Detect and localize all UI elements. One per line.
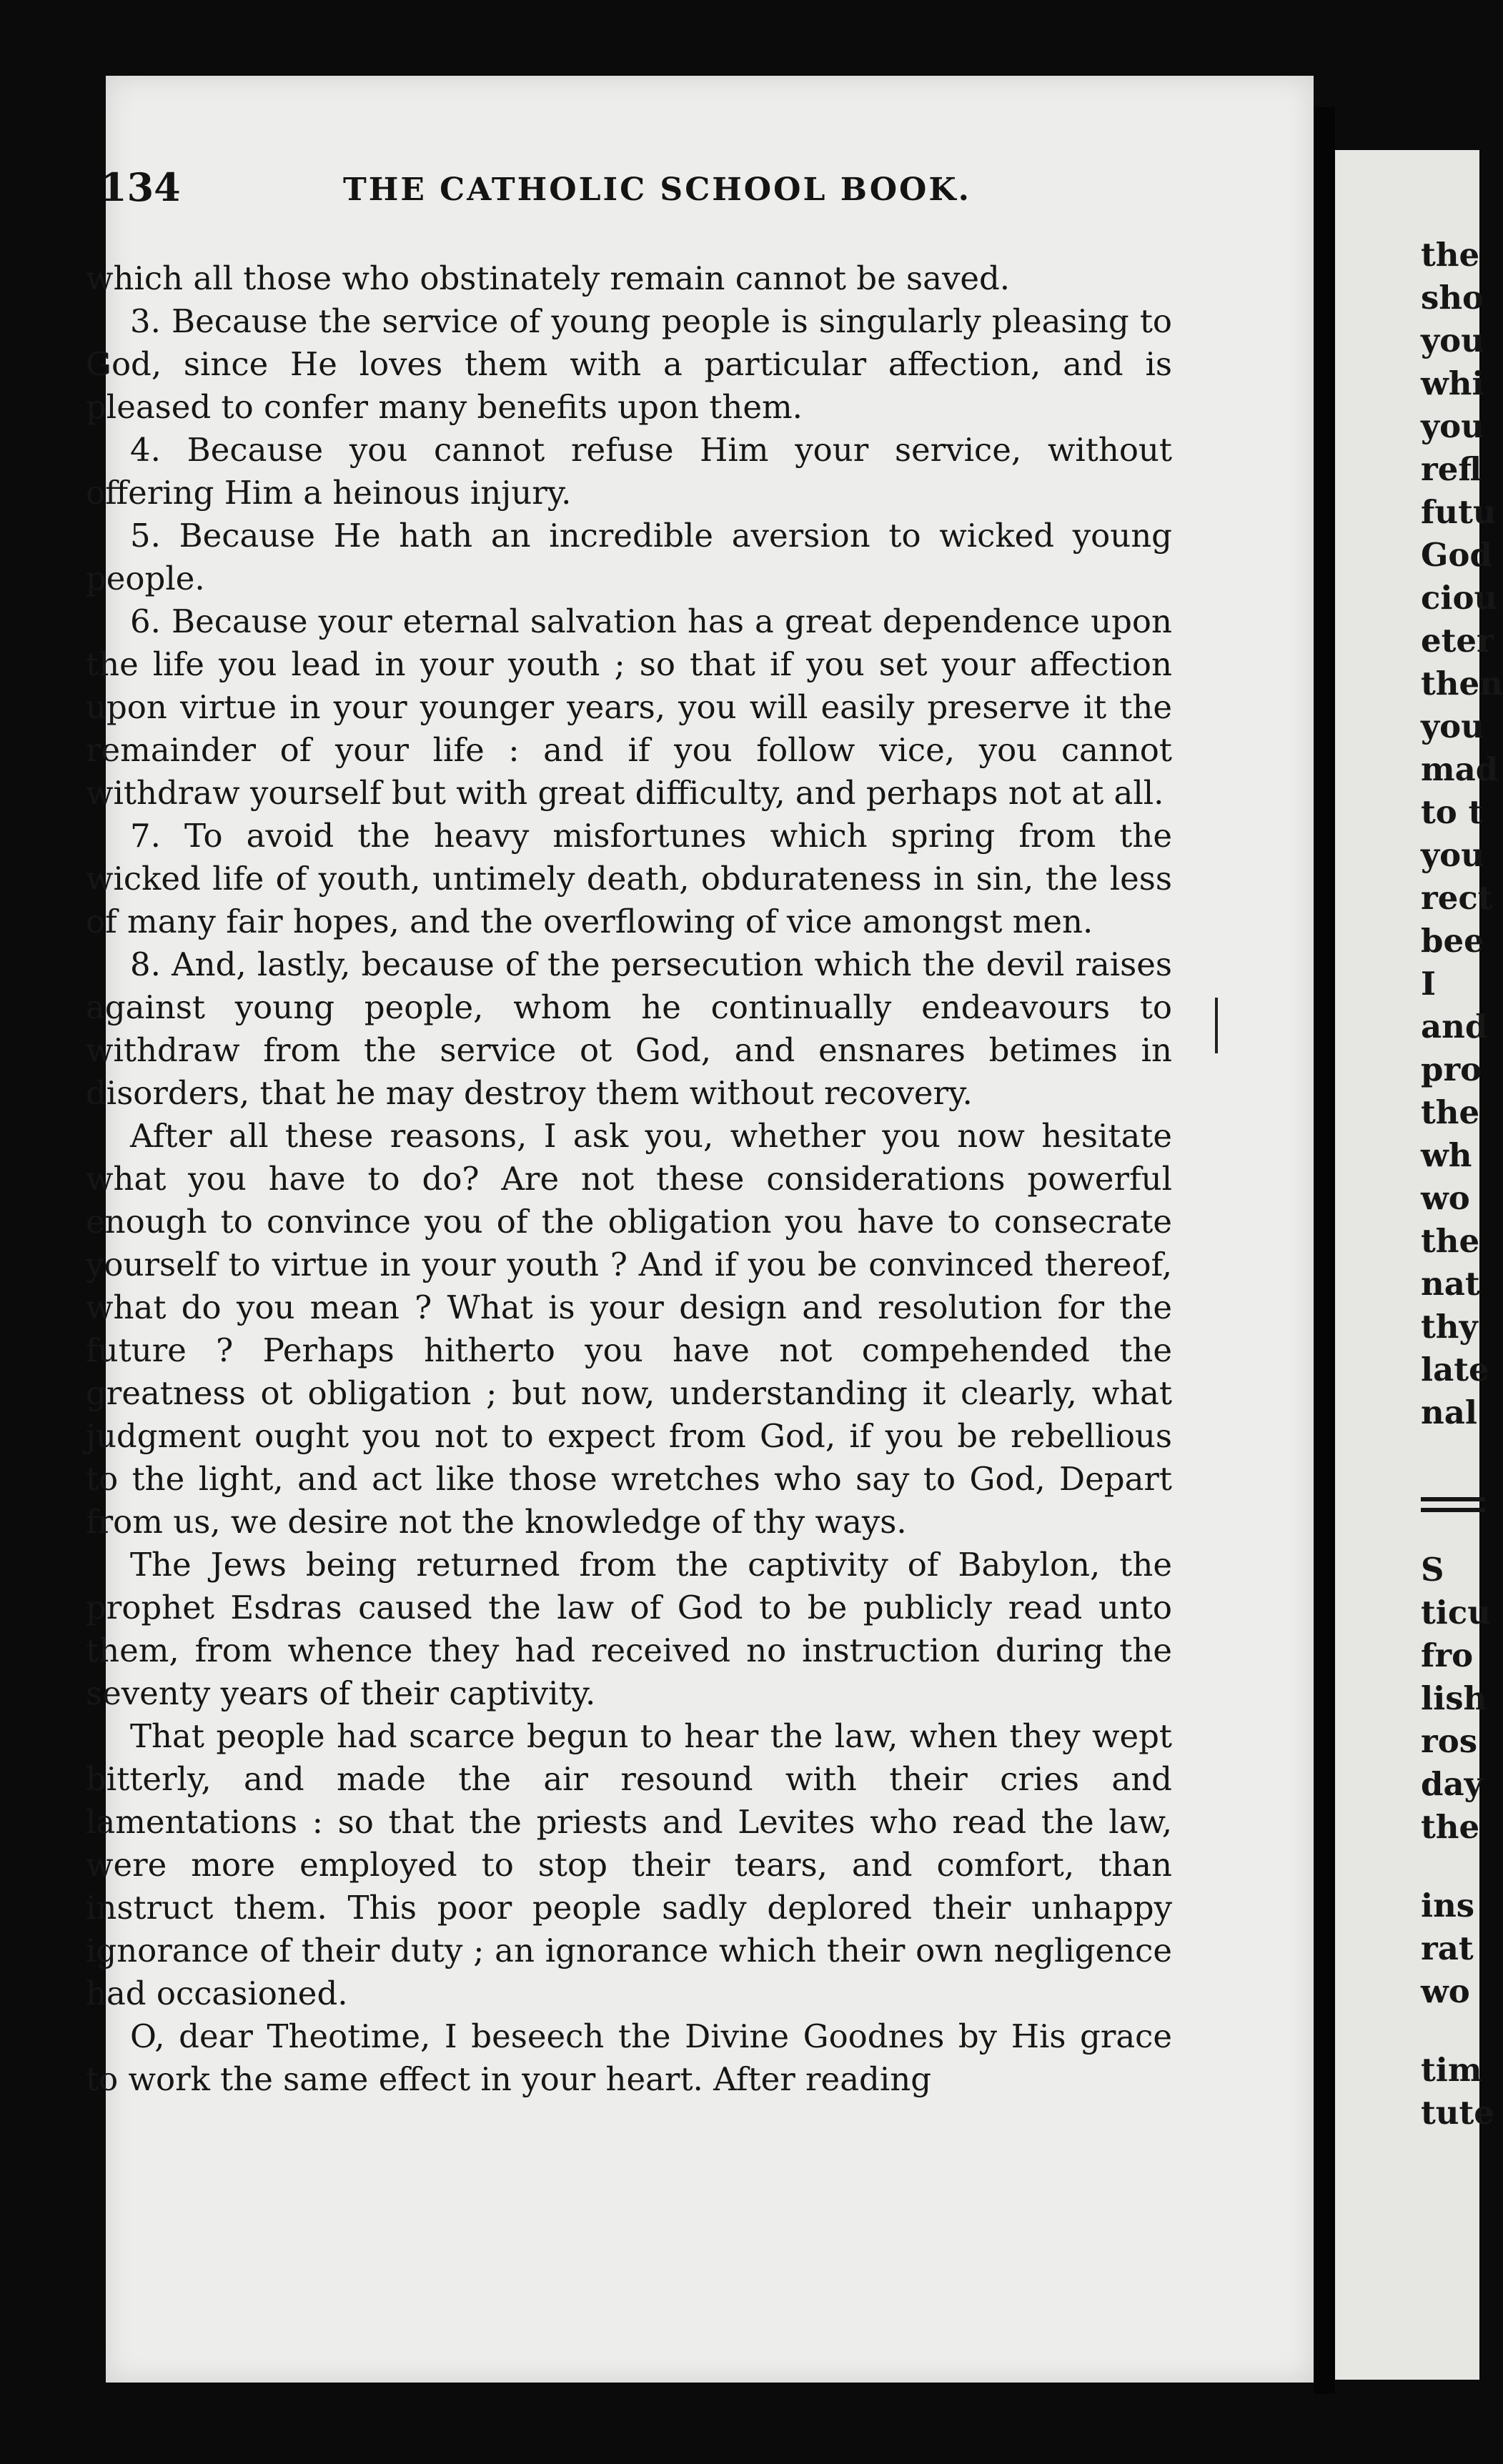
book-gutter (1314, 107, 1335, 2394)
facing-page-fragment: you (1421, 707, 1484, 745)
facing-page-fragment: pro (1421, 1050, 1482, 1088)
facing-page-fragment: to t (1421, 793, 1484, 831)
facing-page-fragment: sho (1421, 279, 1484, 317)
paragraph: That people had scarce begun to hear the law, when they wept bitterly, and made the air resound with their cries and lamentations : so that the priests and Levites who read the law, were more employed to stop their tears, and comfort, than instruct them. This poor people sadly deplored their unhappy ignorance of their duty ; an ignorance which their own negligence had occasioned. (86, 1717, 1172, 2012)
paragraph: 5. Because He hath an incredible aversion to wicked young people. (86, 517, 1172, 597)
facing-page-fragment: wh (1421, 1136, 1472, 1174)
paragraph: The Jews being returned from the captivity of Babylon, the prophet Esdras caused the law of God to be publicly read unto them, from whence they had received no instruction during the seventy years of their captivity. (86, 1546, 1172, 1712)
facing-page-fragment: refl (1421, 450, 1482, 488)
paragraph: 4. Because you cannot refuse Him your service, without offering Him a heinous injury. (86, 431, 1172, 512)
facing-page-fragment: futu (1421, 493, 1497, 531)
facing-page-fragment: ciou (1421, 579, 1498, 617)
facing-page-fragment: I (1421, 965, 1437, 1003)
facing-page-fragment: ticu (1421, 1594, 1491, 1631)
facing-page-fragment: the (1421, 236, 1480, 274)
facing-page-fragment: S (1421, 1551, 1444, 1589)
facing-page-fragment: God (1421, 536, 1492, 574)
facing-page-fragment: nat (1421, 1265, 1480, 1303)
facing-page-fragment: fro (1421, 1636, 1474, 1674)
paragraph: which all those who obstinately remain cannot be saved. (86, 259, 1011, 297)
paragraph: 6. Because your eternal salvation has a great dependence upon the life you lead in your youth ; so that if you set your affection upon virtue in your younger years, you will easily preserve it the remainder of your life : and if you follow vice, you cannot withdraw yourself but with great difficulty, and perhaps not at all. (86, 602, 1172, 812)
facing-page-fragment: ins (1421, 1887, 1475, 1924)
facing-page (1335, 150, 1503, 2380)
facing-page-fragment: the (1421, 1093, 1480, 1131)
facing-page-fragment: tute (1421, 2094, 1494, 2132)
facing-page-fragment: you (1421, 322, 1484, 359)
facing-page-fragment: tim (1421, 2051, 1482, 2089)
facing-page-fragment: whi (1421, 364, 1484, 402)
paragraph: 3. Because the service of young people is singularly pleasing to God, since He loves them with a particular affection, and is pleased to confer many benefits upon them. (86, 302, 1172, 426)
facing-page-fragment: mad (1421, 750, 1499, 788)
facing-page-fragment: thy (1421, 1308, 1478, 1346)
facing-page-fragment: bee (1421, 922, 1484, 960)
paragraph: After all these reasons, I ask you, whether you now hesitate what you have to do? Are not these considerations powerful enough to convince you of the obligation you have to consecrate yourself to virtue in your youth ? And if you be convinced thereof, what do you mean ? What is your design and resolution for the future ? Perhaps hitherto you have not compehended the greatness ot obligation ; but now, understanding it clearly, what judgment ought you not to expect from God, if you be rebellious to the light, and act like those wretches who say to God, Depart from us, we desire not the knowledge of thy ways. (86, 1117, 1172, 1541)
facing-page-fragment: lish (1421, 1679, 1487, 1717)
facing-page-fragment: you (1421, 407, 1484, 445)
facing-page-fragment: eter (1421, 622, 1494, 660)
page-header (100, 164, 1172, 222)
facing-page-fragment: the (1421, 1222, 1480, 1260)
facing-page-fragment: then (1421, 665, 1503, 702)
facing-page-fragment: ros (1421, 1722, 1478, 1760)
facing-page-fragment: rect (1421, 879, 1493, 917)
running-head: THE CATHOLIC SCHOOL BOOK. (343, 172, 971, 208)
paragraph: 7. To avoid the heavy misfortunes which spring from the wicked life of youth, untimely death, obdurateness in sin, the less of many fair hopes, and the overflowing of vice amongst men. (86, 817, 1172, 940)
paragraph: 8. And, lastly, because of the persecution which the devil raises against young people, whom he continually endeavours to withdraw from the service ot God, and ensnares betimes in disorders, that he may destroy them without recovery. (86, 945, 1172, 1112)
facing-page-fragment: nal (1421, 1394, 1477, 1431)
facing-page-fragment: and (1421, 1008, 1488, 1045)
facing-page-fragment: wo (1421, 1972, 1470, 2010)
section-rule (1421, 1508, 1485, 1512)
facing-page-fragment: the (1421, 1808, 1480, 1846)
body-text (86, 257, 1172, 2101)
facing-page-fragment: rat (1421, 1929, 1474, 1967)
facing-page-fragment: day (1421, 1765, 1483, 1803)
facing-page-fragment: wo (1421, 1179, 1470, 1217)
facing-page-fragment: late (1421, 1351, 1489, 1389)
margin-mark (1215, 998, 1218, 1053)
section-rule (1421, 1497, 1485, 1501)
page-number: 134 (100, 164, 181, 210)
paragraph: O, dear Theotime, I beseech the Divine Goodnes by His grace to work the same effect in your heart. After reading (86, 2017, 1172, 2098)
facing-page-fragment: you (1421, 836, 1484, 874)
